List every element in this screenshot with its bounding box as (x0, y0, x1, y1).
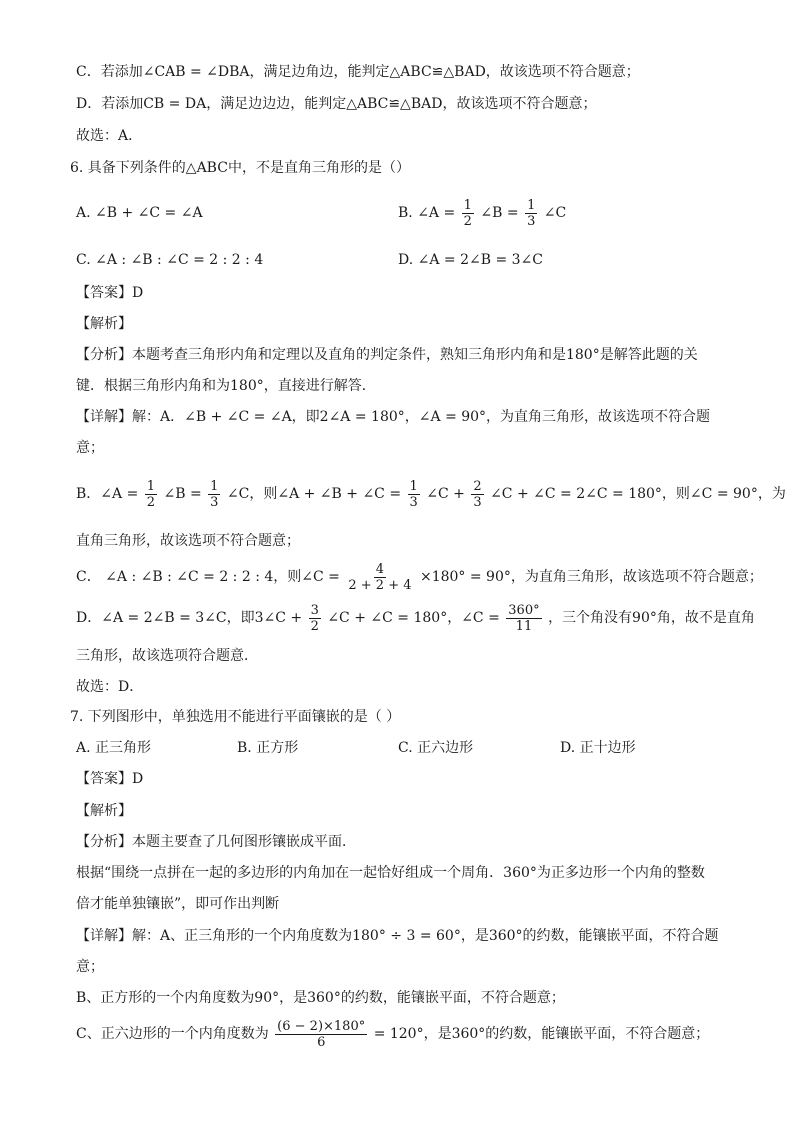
q7-stem: 7. 下列图形中，单独选用不能进行平面镶嵌的是（ ） (70, 709, 401, 725)
denominator: 2 + 2 + 4 (348, 577, 412, 593)
q5-option-c-explanation: C．若添加∠CAB = ∠DBA，满足边角边，能判定△ABC≌△BAD，故该选项不符合题意； (76, 64, 640, 80)
denominator: 3 (210, 494, 219, 510)
q5-option-d-explanation: D．若添加CB = DA，满足边边边，能判定△ABC≌△BAD，故该选项不符合题意； (76, 96, 597, 112)
q6-option-d: D. ∠A = 2∠B = 3∠C (398, 252, 544, 268)
q6-detail-d-line2: 三角形，故该选项符合题意． (76, 648, 258, 664)
numerator: 4 (375, 561, 385, 577)
q7-rule-line2: 倍才能单独镶嵌”，即可作出判断 (76, 896, 280, 912)
denominator: 3 (527, 213, 536, 229)
q7-detail-a-line1: 【详解】解：A、正三角形的一个内角度数为180° ÷ 3 = 60°，是360°的约数，能镶嵌平面，不符合题 (76, 928, 719, 944)
denominator: 3 (409, 494, 418, 510)
q7-option-b: B. 正方形 (237, 740, 299, 756)
q6-detail-b-mid2: ∠C，则∠A + ∠B + ∠C = (226, 486, 402, 502)
q6-detail-c-post: ×180° = 90°，为直角三角形，故该选项不符合题意； (419, 569, 763, 585)
q7-option-d: D. 正十边形 (560, 740, 636, 756)
q6-detail-c (76, 560, 763, 594)
q6-detail-d-mid: ∠C + ∠C = 180°，∠C = (327, 610, 500, 626)
denominator: 6 (317, 1034, 326, 1050)
q6-detail-d-post: ，三个角没有90°角，故不是直角 (548, 610, 755, 626)
q6-jiexi-heading: 【解析】 (76, 316, 132, 332)
fraction (309, 603, 321, 634)
numerator: (6 − 2)×180° (277, 1018, 366, 1034)
q6-option-c: C. ∠A : ∠B : ∠C = 2 : 2 : 4 (76, 252, 264, 268)
numerator: 1 (527, 197, 536, 213)
q6-detail-b (76, 476, 786, 512)
q7-option-a: A. 正三角形 (76, 740, 152, 756)
fraction (275, 1019, 367, 1050)
q6-detail-c-pre: C． ∠A : ∠B : ∠C = 2 : 2 : 4，则∠C = (76, 569, 340, 585)
q6-option-b-pre: B. ∠A = (398, 205, 456, 221)
q6-analysis-line2: 键．根据三角形内角和为180°，直接进行解答． (76, 378, 376, 394)
q6-option-b (398, 196, 566, 230)
fraction (408, 479, 420, 510)
denominator: 2 (463, 213, 472, 229)
q6-detail-b-post: ∠C + ∠C = 2∠C = 180°，则∠C = 90°，为 (490, 486, 786, 502)
fraction (462, 198, 474, 229)
numerator: 360° (508, 602, 540, 618)
q6-detail-b-line2: 直角三角形，故该选项不符合题意； (76, 533, 300, 549)
denominator: 11 (515, 618, 533, 634)
fraction (525, 198, 537, 229)
numerator: 2 (473, 478, 482, 494)
q6-analysis-line1: 【分析】本题考查三角形内角和定理以及直角的判定条件，熟知三角形内角和是180°是解答此题的关 (76, 347, 698, 363)
q6-detail-a-line2: 意； (76, 440, 104, 456)
q7-analysis: 【分析】本题主要查了几何图形镶嵌成平面． (76, 834, 356, 850)
denominator: 2 (310, 618, 319, 634)
q7-option-c: C. 正六边形 (398, 740, 474, 756)
q6-option-b-mid: ∠B = (480, 205, 519, 221)
numerator: 1 (463, 197, 472, 213)
q6-detail-b-pre: B．∠A = (76, 486, 139, 502)
q6-detail-b-mid3: ∠C + (426, 486, 465, 502)
q6-detail-a-line1: 【详解】解：A．∠B + ∠C = ∠A，即2∠A = 180°，∠A = 90°，为直角三角形，故该选项不符合题 (76, 409, 711, 425)
q6-choose: 故选：D． (76, 679, 144, 695)
q7-detail-c-post: = 120°，是360°的约数，能镶嵌平面，不符合题意； (373, 1026, 710, 1042)
q6-detail-d-pre: D．∠A = 2∠B = 3∠C，即3∠C + (76, 610, 303, 626)
denominator: 3 (473, 494, 482, 510)
q7-jiexi-heading: 【解析】 (76, 803, 132, 819)
q7-detail-b: B、正方形的一个内角度数为90°，是360°的约数，能镶嵌平面，不符合题意； (76, 990, 565, 1006)
numerator: 1 (210, 478, 219, 494)
q7-detail-a-line2: 意； (76, 959, 104, 975)
fraction (145, 479, 157, 510)
q6-answer: 【答案】D (76, 285, 144, 301)
numerator: 3 (310, 602, 319, 618)
q5-choose: 故选：A． (76, 128, 143, 144)
q7-detail-c (76, 1016, 709, 1052)
q6-option-a: A. ∠B + ∠C = ∠A (76, 205, 203, 221)
fraction (208, 479, 220, 510)
q6-stem: 6. 具备下列条件的△ABC中，不是直角三角形的是（） (70, 160, 410, 176)
numerator: 1 (409, 478, 418, 494)
denominator: 2 (146, 494, 156, 510)
fraction (506, 603, 541, 634)
q7-rule-line1: 根据“围绕一点拼在一起的多边形的内角加在一起恰好组成一个周角．360°为正多边形一个内角的整数 (76, 865, 705, 881)
q7-detail-c-pre: C、正六边形的一个内角度数为 (76, 1026, 269, 1042)
q6-detail-d (76, 600, 755, 636)
q6-option-b-post: ∠C (543, 205, 567, 221)
numerator: 1 (146, 478, 156, 494)
fraction (346, 562, 413, 593)
fraction (471, 479, 483, 510)
q7-answer: 【答案】D (76, 771, 144, 787)
q6-detail-b-mid1: ∠B = (163, 486, 202, 502)
